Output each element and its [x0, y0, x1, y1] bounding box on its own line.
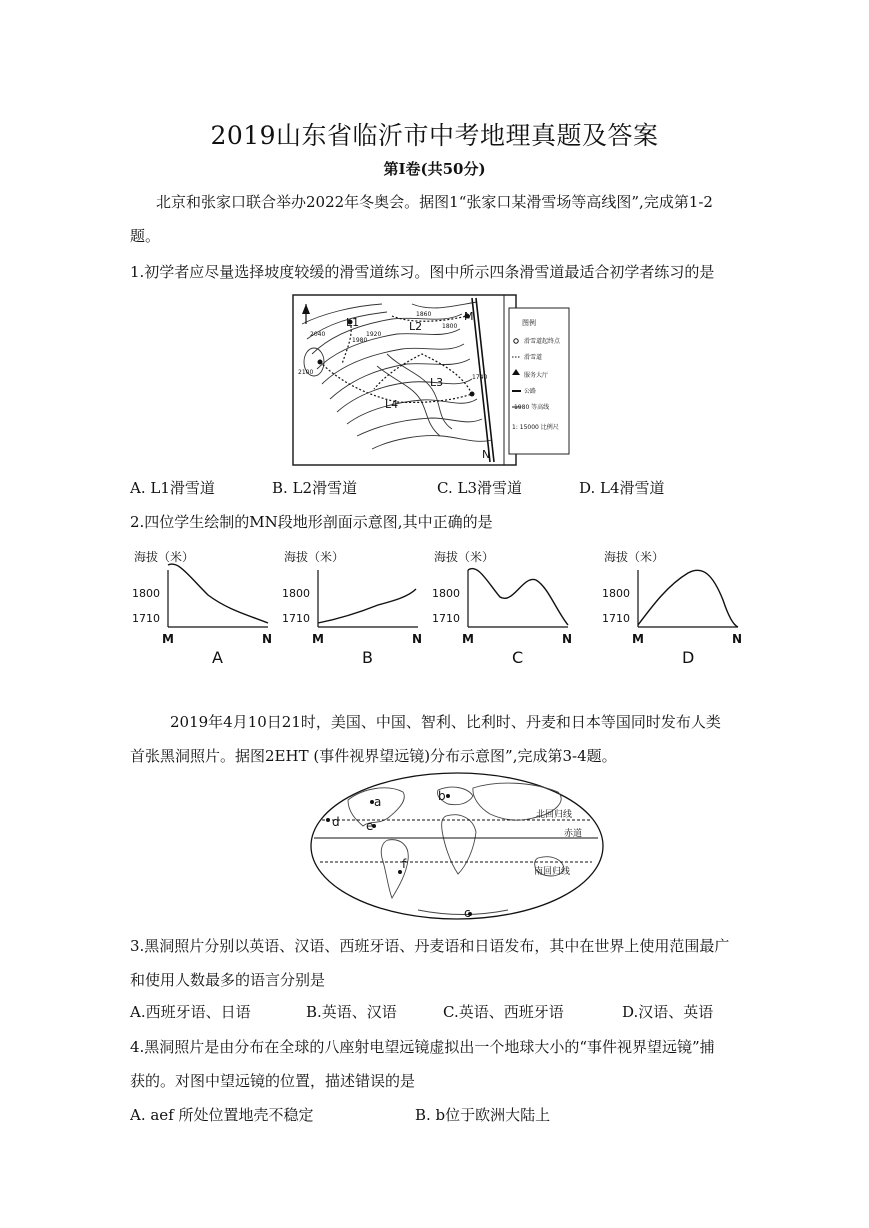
contour-label-2040: 2040 [310, 331, 326, 338]
legend-item-2: 服务大厅 [524, 372, 549, 379]
profile-curve-b [318, 589, 416, 623]
profile-panel-label-b: B [362, 648, 373, 667]
q1-option-d: D. L4滑雪道 [579, 479, 665, 497]
intro-1-line-1: 北京和张家口联合举办2022年冬奥会。据图1“张家口某滑雪场等高线图”,完成第1-2 [156, 193, 713, 211]
legend-item-5: 1: 15000 比例尺 [512, 424, 559, 431]
contour-label-1800: 1800 [442, 323, 458, 330]
legend-title: 图例 [522, 319, 536, 327]
profile-curve-c [468, 569, 568, 625]
profile-curve-a [168, 564, 268, 623]
question-3-line-1: 3.黑洞照片分别以英语、汉语、西班牙语、丹麦语和日语发布，其中在世界上使用范围最广 [130, 937, 730, 955]
profile-ytick-1710-b: 1710 [282, 612, 310, 625]
profile-n-c: N [562, 632, 573, 646]
profile-n-d: N [732, 632, 743, 646]
q3-option-b: B.英语、汉语 [306, 1003, 397, 1021]
latitude-line-label-0: 北回归线 [536, 810, 573, 820]
profile-ylabel-a: 海拔（米） [134, 550, 195, 564]
q3-option-d: D.汉语、英语 [622, 1003, 714, 1021]
q4-option-b: B. b位于欧洲大陆上 [415, 1106, 551, 1124]
question-3-line-2: 和使用人数最多的语言分别是 [130, 971, 326, 989]
legend-item-0: 滑雪道起终点 [524, 338, 561, 345]
profile-ytick-1800-b: 1800 [282, 587, 310, 600]
intro-1-line-2: 题。 [130, 227, 161, 245]
profile-ylabel-d: 海拔（米） [604, 550, 665, 564]
profile-n-a: N [262, 632, 273, 646]
profile-ytick-1710-a: 1710 [132, 612, 160, 625]
world-map-figure [308, 770, 606, 922]
latitude-line-label-2: 南回归线 [534, 867, 571, 877]
contour-label-1980: 1980 [352, 337, 368, 344]
page-title: 2019山东省临沂市中考地理真题及答案 [210, 121, 659, 150]
q3-option-a: A.西班牙语、日语 [130, 1003, 251, 1021]
telescope-b: b [438, 789, 446, 803]
profile-m-c: M [462, 632, 474, 646]
profile-m-d: M [632, 632, 644, 646]
profile-m-a: M [162, 632, 174, 646]
q1-option-a: A. L1滑雪道 [130, 479, 215, 497]
contour-map-legend [508, 307, 570, 455]
contour-label-1740: 1740 [472, 374, 488, 381]
map-label-m: M [464, 310, 474, 323]
profile-panel-label-d: D [682, 648, 695, 667]
map-label-l4: L4 [385, 398, 399, 411]
map-label-n: N [482, 448, 491, 461]
telescope-a: a [374, 795, 382, 809]
question-1: 1.初学者应尽量选择坡度较缓的滑雪道练习。图中所示四条滑雪道最适合初学者练习的是 [130, 263, 715, 281]
telescope-c: c [464, 906, 471, 920]
telescope-e: e [366, 819, 374, 833]
profile-curve-d [638, 570, 738, 627]
profile-m-b: M [312, 632, 324, 646]
q1-option-b: B. L2滑雪道 [272, 479, 358, 497]
profile-ytick-1800-a: 1800 [132, 587, 160, 600]
contour-label-2100: 2100 [298, 369, 314, 376]
profile-panel-label-c: C [512, 648, 524, 667]
telescope-f: f [402, 857, 407, 871]
profile-ytick-1800-c: 1800 [432, 587, 460, 600]
contour-map-figure [292, 294, 517, 466]
profile-panel-label-a: A [212, 648, 223, 667]
q4-option-a: A. aef 所处位置地壳不稳定 [130, 1106, 314, 1124]
profile-options-figure [126, 545, 746, 670]
legend-item-4: 1980 等高线 [514, 404, 550, 411]
question-2: 2.四位学生绘制的MN段地形剖面示意图,其中正确的是 [130, 513, 493, 531]
profile-ytick-1800-d: 1800 [602, 587, 630, 600]
legend-item-3: 公路 [524, 388, 537, 395]
telescope-d: d [332, 815, 340, 829]
profile-ylabel-c: 海拔（米） [434, 550, 495, 564]
section-heading: 第Ⅰ卷(共50分) [383, 160, 486, 178]
q1-option-c: C. L3滑雪道 [437, 479, 522, 497]
intro-2-line-2: 首张黑洞照片。据图2EHT (事件视界望远镜)分布示意图”,完成第3-4题。 [130, 747, 617, 765]
intro-2-line-1: 2019年4月10日21时，美国、中国、智利、比利时、丹麦和日本等国同时发布人类 [170, 713, 721, 731]
profile-ytick-1710-d: 1710 [602, 612, 630, 625]
profile-n-b: N [412, 632, 423, 646]
question-4-line-1: 4.黑洞照片是由分布在全球的八座射电望远镜虚拟出一个地球大小的“事件视界望远镜”捕 [130, 1038, 715, 1056]
map-label-l3: L3 [430, 376, 444, 389]
profile-ytick-1710-c: 1710 [432, 612, 460, 625]
latitude-line-label-1: 赤道 [564, 829, 583, 839]
map-label-l1: L1 [346, 316, 360, 329]
profile-ylabel-b: 海拔（米） [284, 550, 345, 564]
question-4-line-2: 获的。对图中望远镜的位置，描述错误的是 [130, 1072, 416, 1090]
contour-label-1920: 1920 [366, 331, 382, 338]
legend-item-1: 滑雪道 [524, 354, 543, 361]
q3-option-c: C.英语、西班牙语 [443, 1003, 564, 1021]
contour-label-1860: 1860 [416, 311, 432, 318]
map-label-l2: L2 [409, 320, 423, 333]
